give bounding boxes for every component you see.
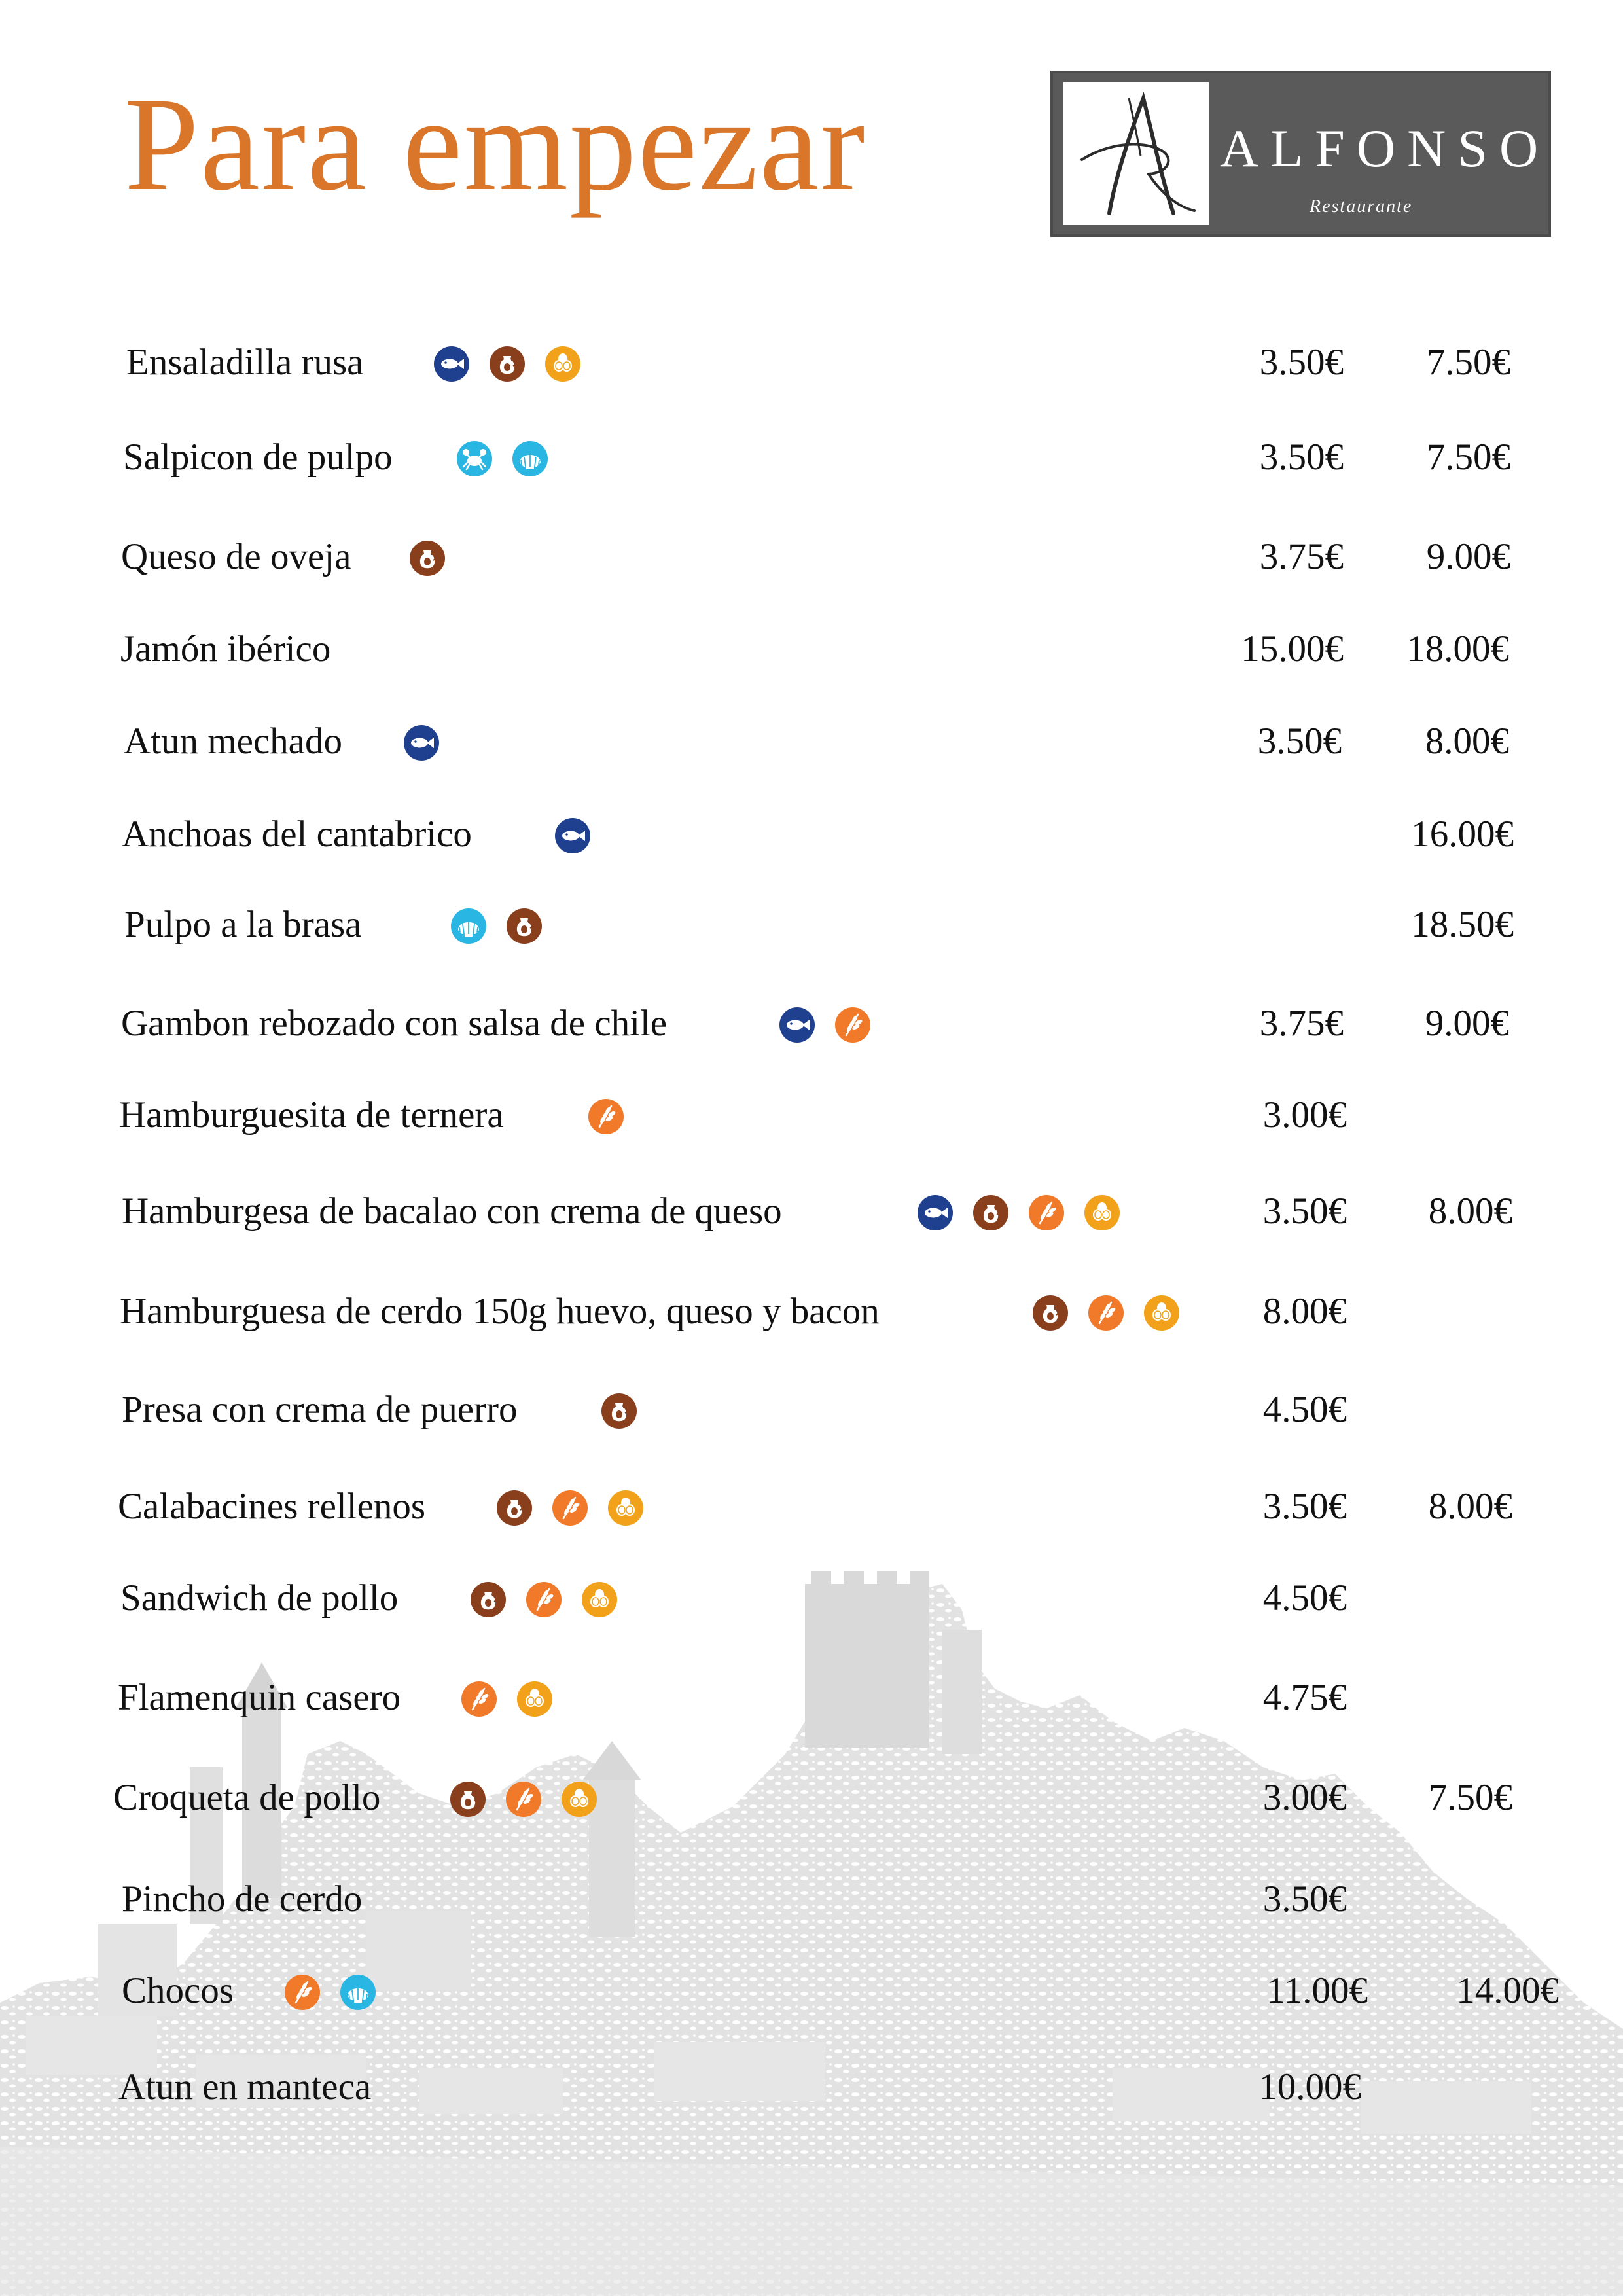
price-large: 7.50€ <box>1426 342 1510 383</box>
eggs-icon <box>1143 1295 1180 1331</box>
price-large: 7.50€ <box>1428 1777 1512 1818</box>
price-small: 3.50€ <box>1259 437 1344 478</box>
letter-a-monogram-icon <box>1063 82 1209 225</box>
logo-name: ALFONSO <box>1220 118 1550 178</box>
eggs-icon <box>516 1681 553 1717</box>
allergen-icons <box>588 1098 624 1135</box>
milk-jug-icon <box>1032 1295 1069 1331</box>
allergen-icons <box>456 440 548 477</box>
eggs-icon <box>544 346 581 382</box>
menu-item-name: Flamenquin casero <box>118 1677 401 1718</box>
allergen-icons <box>433 346 581 382</box>
menu-item-name: Presa con crema de puerro <box>122 1389 518 1430</box>
wheat-icon <box>526 1581 562 1618</box>
menu-item-name: Salpicon de pulpo <box>123 437 393 478</box>
menu-item-name: Anchoas del cantabrico <box>122 814 472 855</box>
eggs-icon <box>1084 1194 1120 1231</box>
menu-item-name: Pincho de cerdo <box>122 1878 363 1920</box>
menu-item-name: Hamburguesa de cerdo 150g huevo, queso y bacon <box>120 1291 880 1332</box>
background-village-illustration <box>0 1558 1623 2296</box>
menu-item-name: Atun en manteca <box>118 2066 372 2108</box>
eggs-icon <box>581 1581 618 1618</box>
wheat-icon <box>461 1681 497 1717</box>
logo-subtitle: Restaurante <box>1310 196 1413 217</box>
allergen-icons <box>450 1781 597 1818</box>
allergen-icons <box>917 1194 1120 1231</box>
menu-item-name: Queso de oveja <box>121 536 351 577</box>
allergen-icons <box>409 540 446 577</box>
price-small: 10.00€ <box>1258 2066 1361 2108</box>
milk-jug-icon <box>489 346 526 382</box>
price-large: 9.00€ <box>1425 1003 1509 1044</box>
price-small: 3.50€ <box>1262 1191 1347 1232</box>
price-small: 4.75€ <box>1262 1677 1347 1718</box>
allergen-icons <box>554 817 591 854</box>
milk-jug-icon <box>496 1490 533 1526</box>
price-small: 3.00€ <box>1262 1777 1347 1818</box>
menu-item-name: Hamburgesa de bacalao con crema de queso <box>122 1191 782 1232</box>
wheat-icon <box>834 1007 871 1043</box>
allergen-icons <box>461 1681 553 1717</box>
fish-icon <box>433 346 470 382</box>
milk-jug-icon <box>506 908 543 944</box>
menu-item-name: Jamón ibérico <box>120 628 331 670</box>
allergen-icons <box>403 725 440 761</box>
shell-icon <box>512 440 548 477</box>
wheat-icon <box>1028 1194 1065 1231</box>
price-small: 3.00€ <box>1262 1094 1347 1136</box>
price-small: 11.00€ <box>1266 1970 1368 2011</box>
price-small: 3.50€ <box>1259 342 1344 383</box>
menu-item-name: Pulpo a la brasa <box>124 904 362 945</box>
price-large: 9.00€ <box>1426 536 1510 577</box>
crab-icon <box>456 440 493 477</box>
price-large: 7.50€ <box>1426 437 1510 478</box>
logo-monogram <box>1063 82 1209 225</box>
menu-item-name: Croqueta de pollo <box>113 1777 381 1818</box>
price-small: 15.00€ <box>1241 628 1344 670</box>
menu-item-name: Sandwich de pollo <box>120 1577 399 1619</box>
price-small: 3.75€ <box>1259 1003 1344 1044</box>
eggs-icon <box>561 1781 597 1818</box>
price-large: 8.00€ <box>1425 721 1509 762</box>
fish-icon <box>554 817 591 854</box>
menu-item-name: Calabacines rellenos <box>118 1486 426 1527</box>
allergen-icons <box>779 1007 871 1043</box>
price-small: 4.50€ <box>1262 1577 1347 1619</box>
fish-icon <box>779 1007 815 1043</box>
eggs-icon <box>607 1490 644 1526</box>
restaurant-logo <box>1050 71 1551 237</box>
menu-item-name: Gambon rebozado con salsa de chile <box>121 1003 668 1044</box>
wheat-icon <box>552 1490 588 1526</box>
wheat-icon <box>284 1974 321 2011</box>
menu-item-name: Ensaladilla rusa <box>126 342 364 383</box>
wheat-icon <box>1088 1295 1124 1331</box>
price-large: 18.50€ <box>1411 904 1514 945</box>
milk-jug-icon <box>409 540 446 577</box>
fish-icon <box>403 725 440 761</box>
allergen-icons <box>496 1490 644 1526</box>
price-small: 3.50€ <box>1257 721 1342 762</box>
allergen-icons <box>470 1581 618 1618</box>
wheat-icon <box>505 1781 542 1818</box>
price-small: 4.50€ <box>1262 1389 1347 1430</box>
milk-jug-icon <box>601 1393 637 1429</box>
allergen-icons <box>601 1393 637 1429</box>
milk-jug-icon <box>470 1581 507 1618</box>
shell-icon <box>340 1974 376 2011</box>
allergen-icons <box>450 908 543 944</box>
allergen-icons <box>284 1974 376 2011</box>
price-small: 8.00€ <box>1262 1291 1347 1332</box>
price-large: 14.00€ <box>1456 1970 1559 2011</box>
fish-icon <box>917 1194 954 1231</box>
allergen-icons <box>1032 1295 1180 1331</box>
milk-jug-icon <box>972 1194 1009 1231</box>
page-title: Para empezar <box>124 70 866 219</box>
price-small: 3.75€ <box>1259 536 1344 577</box>
menu-item-name: Atun mechado <box>124 721 342 762</box>
wheat-icon <box>588 1098 624 1135</box>
price-large: 8.00€ <box>1428 1486 1512 1527</box>
milk-jug-icon <box>450 1781 486 1818</box>
menu-item-name: Hamburguesita de ternera <box>119 1094 504 1136</box>
price-small: 3.50€ <box>1262 1878 1347 1920</box>
shell-icon <box>450 908 487 944</box>
price-large: 16.00€ <box>1411 814 1514 855</box>
menu-item-name: Chocos <box>122 1970 234 2011</box>
price-small: 3.50€ <box>1262 1486 1347 1527</box>
price-large: 18.00€ <box>1406 628 1509 670</box>
price-large: 8.00€ <box>1428 1191 1512 1232</box>
